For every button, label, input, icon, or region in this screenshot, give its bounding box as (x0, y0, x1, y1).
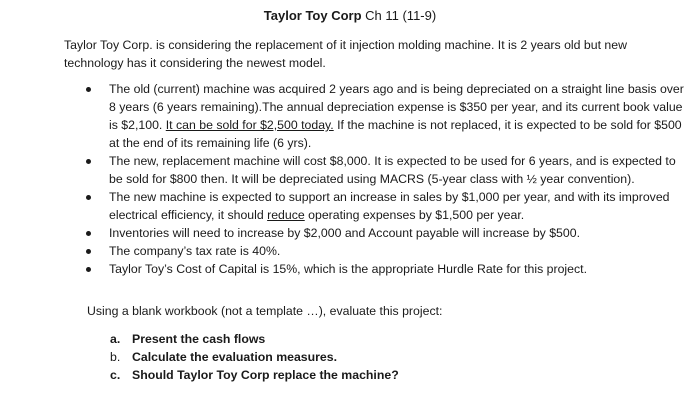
task-list (110, 330, 670, 384)
task-item (110, 348, 670, 366)
list-item-text: The new machine is expected to support an increase in sales by $1,000 per year, and with its improved electrical efficiency, it should (109, 190, 670, 222)
task-item (110, 366, 670, 384)
task-text: Should Taylor Toy Corp replace the machine? (132, 368, 399, 382)
page-title (0, 7, 700, 25)
list-item-text: If the machine is not replaced, it is expected to be sold for $500 at the end of its remaining life (6 yrs). (109, 118, 682, 150)
list-item (84, 152, 684, 188)
bullet-icon (86, 195, 91, 200)
list-item (84, 242, 684, 260)
bullet-icon (86, 231, 91, 236)
list-item (84, 188, 684, 224)
list-item (84, 80, 684, 152)
list-item-text: The company’s tax rate is 40%. (109, 244, 281, 258)
intro-paragraph: Taylor Toy Corp. is considering the replacement of it injection molding machine. It is 2 years old but new technology has it considering the newest model. (64, 38, 627, 70)
task-item (110, 330, 670, 348)
list-item-text: The old (current) machine was acquired 2 years ago and is being depreciated on a straight line basis over 8 years (6 years remaining).The annual depreciation expense is $350 per year, and its current book value is $2,100. (109, 82, 684, 132)
task-marker: b. (110, 350, 121, 364)
task-marker: c. (110, 368, 121, 382)
list-item (84, 224, 684, 242)
assumptions-list (84, 80, 684, 278)
list-item (84, 260, 684, 278)
bullet-icon (86, 267, 91, 272)
list-item-underlined-text: reduce (267, 208, 305, 222)
bullet-icon (86, 159, 91, 164)
task-marker: a. (110, 332, 121, 346)
title-chapter: Ch 11 (11-9) (361, 8, 437, 23)
list-item-text: The new, replacement machine will cost $8,000. It is expected to be used for 6 years, and is expected to be sold for $800 then. It will be depreciated using MACRS (5-year class with ½ year convention). (109, 154, 676, 186)
list-item-underlined-text: It can be sold for $2,500 today. (165, 118, 334, 132)
list-item-text: Taylor Toy’s Cost of Capital is 15%, which is the appropriate Hurdle Rate for this project. (109, 262, 587, 276)
list-item-text: operating expenses by $1,500 per year. (304, 208, 525, 222)
bullet-icon (86, 87, 91, 92)
task-text: Present the cash flows (132, 332, 266, 346)
task-text: Calculate the evaluation measures. (132, 350, 338, 364)
instruction-text: Using a blank workbook (not a template …), evaluate this project: (87, 304, 443, 318)
list-item-text: Inventories will need to increase by $2,000 and Account payable will increase by $500. (109, 226, 580, 240)
title-company: Taylor Toy Corp (263, 8, 362, 23)
bullet-icon (86, 249, 91, 254)
